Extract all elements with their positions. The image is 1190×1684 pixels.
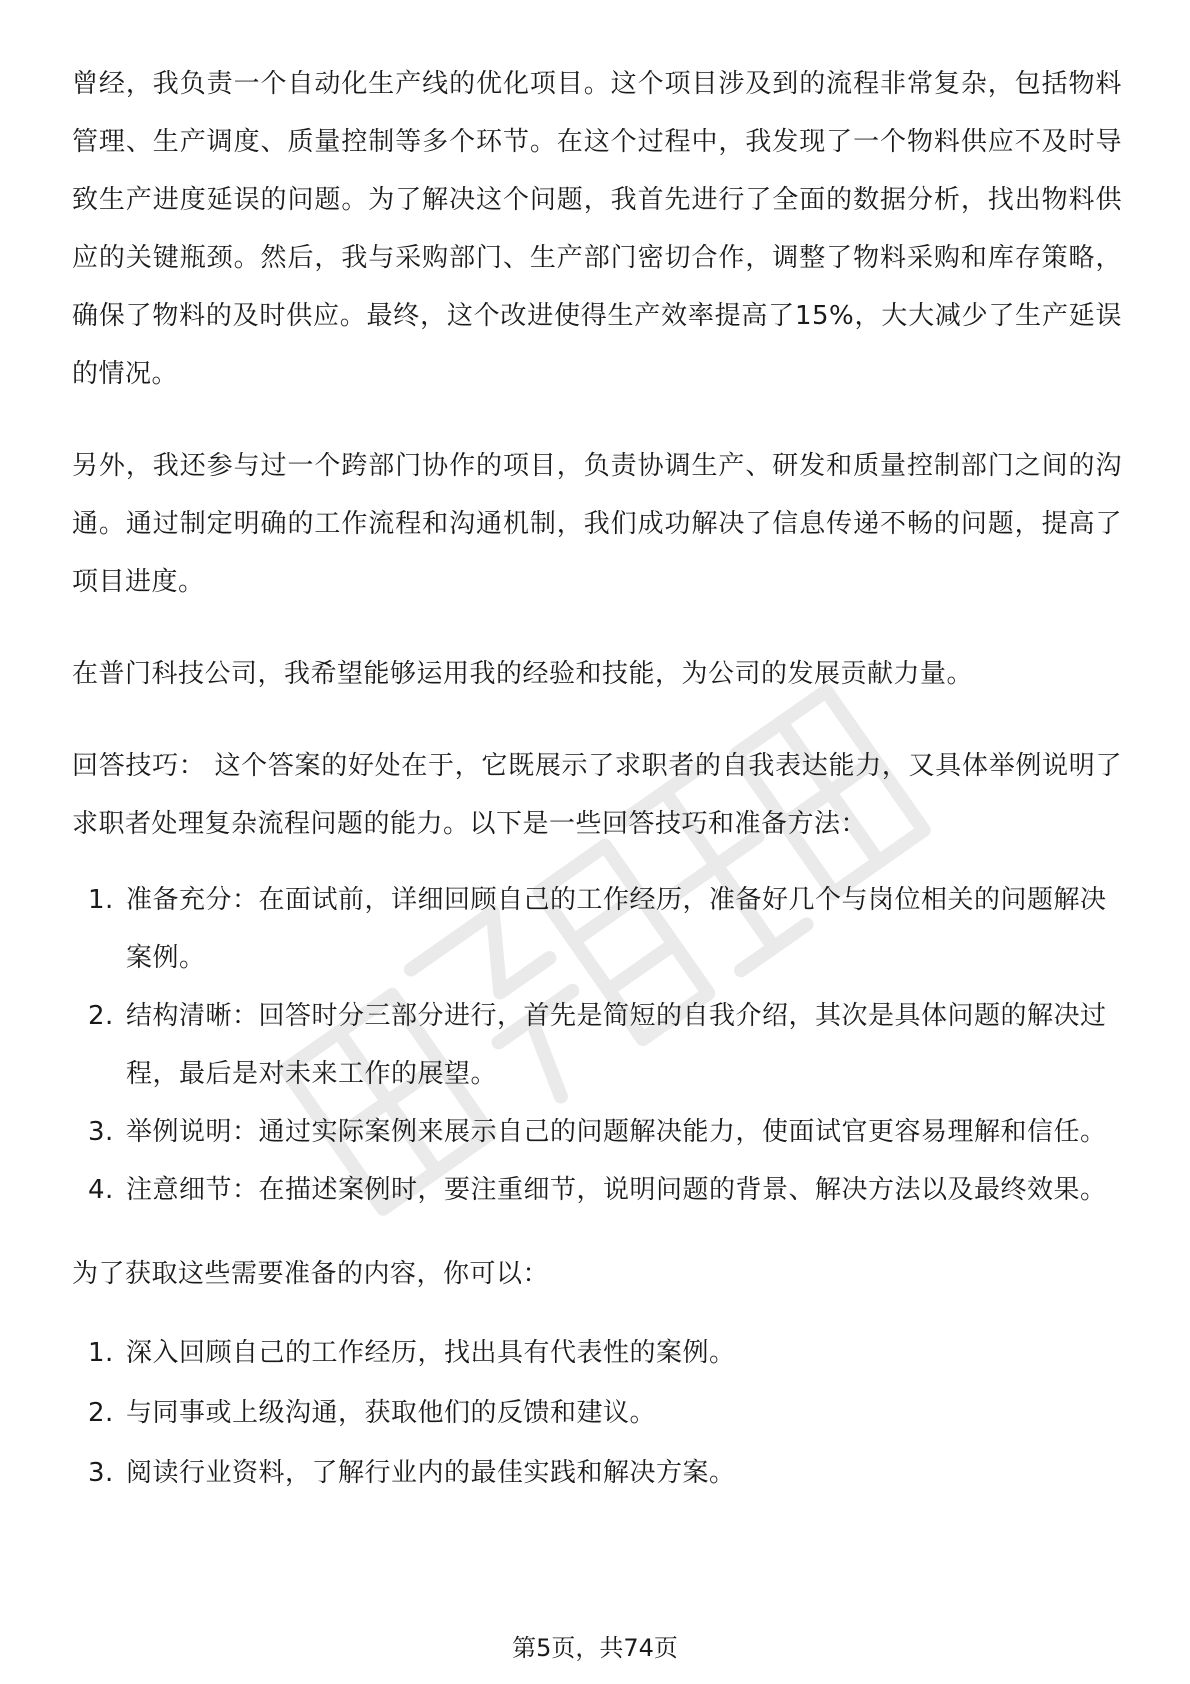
list-item — [72, 1161, 1122, 1219]
list-item — [72, 1443, 1122, 1503]
list-item — [72, 1323, 1122, 1383]
tips-list — [72, 871, 1122, 1219]
list-item — [72, 871, 1122, 987]
prep-list — [72, 1323, 1122, 1503]
list-item-text: 注意细节：在描述案例时，要注重细节，说明问题的背景、解决方法以及最终效果。 — [126, 1175, 1107, 1205]
list-item-number: 3. — [88, 1458, 114, 1488]
list-item-text: 阅读行业资料，了解行业内的最佳实践和解决方案。 — [126, 1458, 736, 1488]
list-item-number: 2. — [88, 1001, 114, 1031]
list-item-text: 准备充分：在面试前，详细回顾自己的工作经历，准备好几个与岗位相关的问题解决案例。 — [126, 885, 1107, 973]
paragraph-company-goal: 在普门科技公司，我希望能够运用我的经验和技能，为公司的发展贡献力量。 — [72, 659, 974, 689]
list-item-text: 结构清晰：回答时分三部分进行，首先是简短的自我介绍，其次是具体问题的解决过程，最后是对未来工作的展望。 — [126, 1001, 1107, 1089]
list-item — [72, 1103, 1122, 1161]
list-item-number: 4. — [88, 1175, 114, 1205]
paragraph-answer-tips: 回答技巧： 这个答案的好处在于，它既展示了求职者的自我表达能力，又具体举例说明了求职者处理复杂流程问题的能力。以下是一些回答技巧和准备方法： — [72, 751, 1122, 839]
list-item-text: 与同事或上级沟通，获取他们的反馈和建议。 — [126, 1398, 657, 1428]
page-number-footer: 第5页，共74页 — [512, 1634, 678, 1662]
paragraph-cross-department: 另外，我还参与过一个跨部门协作的项目，负责协调生产、研发和质量控制部门之间的沟通。通过制定明确的工作流程和沟通机制，我们成功解决了信息传递不畅的问题，提高了项目进度。 — [72, 451, 1122, 597]
list-item-text: 举例说明：通过实际案例来展示自己的问题解决能力，使面试官更容易理解和信任。 — [126, 1117, 1107, 1147]
document-body — [72, 55, 1122, 1503]
list-item-text: 深入回顾自己的工作经历，找出具有代表性的案例。 — [126, 1338, 736, 1368]
paragraph-project-experience: 曾经，我负责一个自动化生产线的优化项目。这个项目涉及到的流程非常复杂，包括物料管理、生产调度、质量控制等多个环节。在这个过程中，我发现了一个物料供应不及时导致生产进度延误的问题。为了解决这个问题，我首先进行了全面的数据分析，找出物料供应的关键瓶颈。然后，我与采购部门、生产部门密切合作，调整了物料采购和库存策略，确保了物料的及时供应。最终，这个改进使得生产效率提高了15%，大大减少了生产延误的情况。 — [72, 69, 1122, 389]
list-item-number: 1. — [88, 885, 114, 915]
list-item — [72, 987, 1122, 1103]
list-item-number: 2. — [88, 1398, 114, 1428]
list-item-number: 1. — [88, 1338, 114, 1368]
list-item — [72, 1383, 1122, 1443]
list-item-number: 3. — [88, 1117, 114, 1147]
paragraph-prep-intro: 为了获取这些需要准备的内容，你可以： — [72, 1259, 550, 1289]
